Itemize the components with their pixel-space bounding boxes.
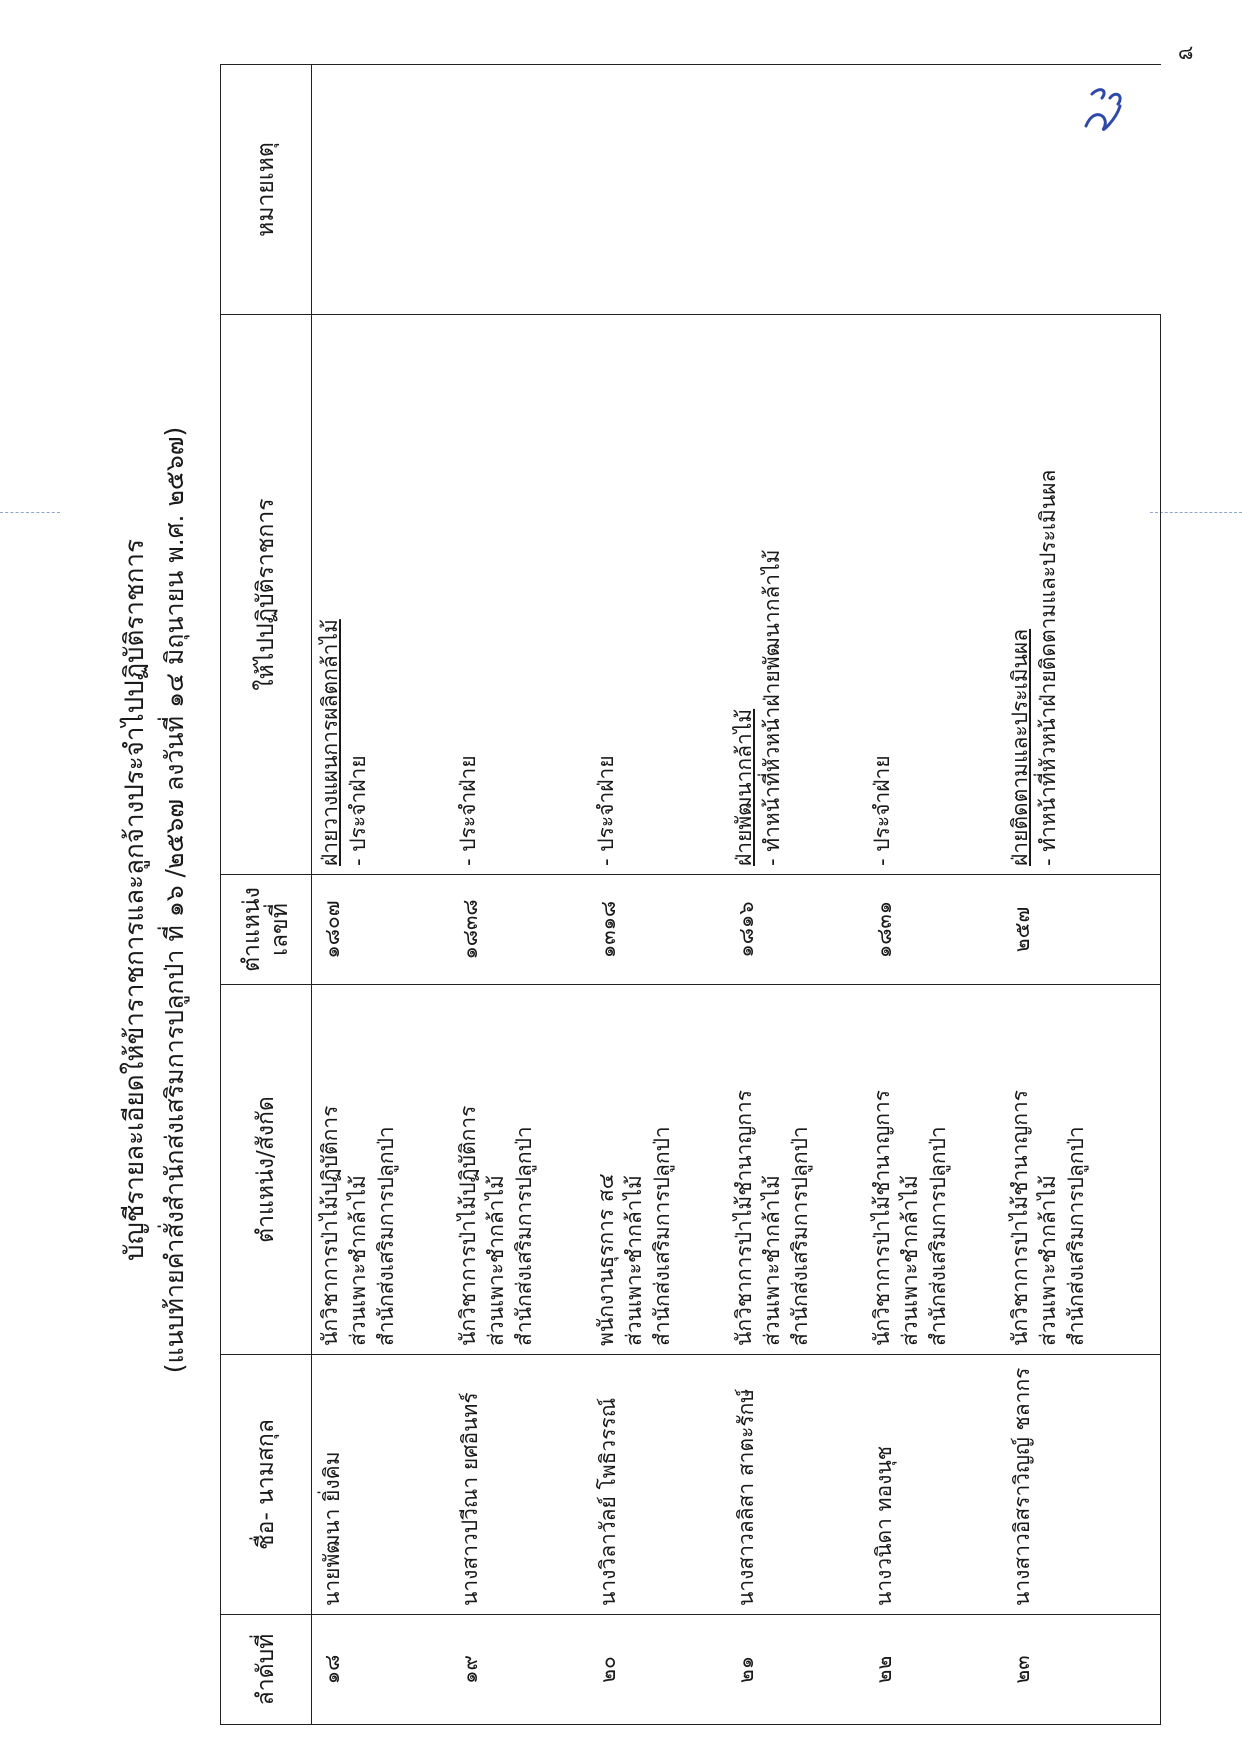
row-assignment: [864, 315, 1002, 875]
table-header-row: [221, 65, 312, 1725]
document-subtitle: [158, 55, 192, 1745]
duty-text: - ประจำฝ่าย: [456, 755, 480, 866]
scan-guide-line: [1150, 512, 1242, 513]
row-no: ๒๑: [726, 1615, 864, 1725]
row-assignment: [726, 315, 864, 875]
remark-cell: [312, 65, 1161, 315]
row-position-no: ๑๘๓๘: [450, 875, 588, 985]
row-position: [1002, 985, 1161, 1355]
row-no: ๒๓: [1002, 1615, 1161, 1725]
rotated-document: [100, 55, 1150, 1745]
position-title: นักวิชาการป่าไม้ปฏิบัติการ: [456, 1105, 480, 1346]
position-title: นักวิชาการป่าไม้ชำนาญการ: [870, 1089, 894, 1346]
order-day: ๑๔: [160, 673, 189, 708]
position-office: สำนักส่งเสริมการปลูกป่า: [650, 1126, 674, 1346]
row-no: ๒๒: [864, 1615, 1002, 1725]
position-office: สำนักส่งเสริมการปลูกป่า: [788, 1126, 812, 1346]
order-number: ๑๖: [160, 885, 189, 918]
position-title: นักวิชาการป่าไม้ชำนาญการ: [1008, 1089, 1032, 1346]
row-assignment: [312, 315, 451, 875]
row-position: [588, 985, 726, 1355]
row-name: นางสาวปวีณา ยศอินทร์: [450, 1355, 588, 1615]
row-position-no: ๑๘๓๑: [864, 875, 1002, 985]
col-header-position-no-line1: ตำแหน่ง: [239, 887, 265, 972]
duty-text: - ทำหน้าที่หัวหน้าฝ่ายติดตามและประเมินผล: [1036, 469, 1060, 866]
col-header-position-no-line2: เลขที่: [267, 903, 293, 956]
col-header-position-no: [221, 875, 312, 985]
scan-guide-line-left: [0, 512, 60, 513]
col-header-remark: หมายเหตุ: [221, 65, 312, 315]
unit-heading: ฝ่ายพัฒนากล้าไม้: [732, 708, 756, 866]
col-header-position: ตำแหน่ง/สังกัด: [221, 985, 312, 1355]
position-section: ส่วนเพาะชำกล้าไม้: [1036, 1175, 1060, 1346]
signature-mark: [1080, 76, 1132, 136]
row-name: นายพัฒนา ยิ่งคิม: [312, 1355, 451, 1615]
position-office: สำนักส่งเสริมการปลูกป่า: [1064, 1126, 1088, 1346]
unit-heading: ฝ่ายวางแผนการผลิตกล้าไม้: [318, 619, 342, 866]
row-position: [726, 985, 864, 1355]
position-section: ส่วนเพาะชำกล้าไม้: [760, 1175, 784, 1346]
row-position-no: ๑๘๑๖: [726, 875, 864, 985]
col-header-name: ชื่อ- นามสกุล: [221, 1355, 312, 1615]
position-section: ส่วนเพาะชำกล้าไม้: [346, 1175, 370, 1346]
row-no: ๑๙: [450, 1615, 588, 1725]
position-office: สำนักส่งเสริมการปลูกป่า: [512, 1126, 536, 1346]
position-section: ส่วนเพาะชำกล้าไม้: [898, 1175, 922, 1346]
initial-signature-icon: [1080, 76, 1132, 146]
position-section: ส่วนเพาะชำกล้าไม้: [622, 1175, 646, 1346]
subtitle-mid: /๒๕๖๗ ลงวันที่: [160, 715, 189, 878]
row-name: นางวิลาวัลย์ โพธิวรรณ์: [588, 1355, 726, 1615]
subtitle-prefix: (แนบท้ายคำสั่งสำนักส่งเสริมการปลูกป่า ที่: [160, 925, 189, 1374]
row-name: นางสาวลลิสา สาตะรักษ์: [726, 1355, 864, 1615]
row-name: นางวนิดา ทองนุช: [864, 1355, 1002, 1615]
subtitle-suffix: มิถุนายน พ.ศ. ๒๕๖๗): [160, 426, 189, 666]
row-name: นางสาวอิสราวิญญ์ ชลากร: [1002, 1355, 1161, 1615]
duty-text: - ทำหน้าที่หัวหน้าฝ่ายพัฒนากล้าไม้: [760, 549, 784, 866]
assignment-table: [220, 64, 1161, 1725]
duty-text: - ประจำฝ่าย: [594, 755, 618, 866]
row-position-no: ๑๘๐๗: [312, 875, 451, 985]
position-section: ส่วนเพาะชำกล้าไม้: [484, 1175, 508, 1346]
row-assignment: [450, 315, 588, 875]
position-title: พนักงานธุรการ ส๔: [594, 1173, 618, 1346]
unit-heading: ฝ่ายติดตามและประเมินผล: [1008, 628, 1032, 866]
position-title: นักวิชาการป่าไม้ปฏิบัติการ: [318, 1105, 342, 1346]
row-position: [450, 985, 588, 1355]
duty-text: - ประจำฝ่าย: [346, 755, 370, 866]
row-no: ๒๐: [588, 1615, 726, 1725]
col-header-assignment: ให้ไปปฏิบัติราชการ: [221, 315, 312, 875]
position-office: สำนักส่งเสริมการปลูกป่า: [926, 1126, 950, 1346]
row-position-no: ๒๕๗: [1002, 875, 1161, 985]
page-number: ๘: [1178, 40, 1194, 64]
row-assignment: [1002, 315, 1161, 875]
row-assignment: [588, 315, 726, 875]
position-title: นักวิชาการป่าไม้ชำนาญการ: [732, 1089, 756, 1346]
col-header-no: ลำดับที่: [221, 1615, 312, 1725]
duty-text: - ประจำฝ่าย: [870, 755, 894, 866]
row-position: [312, 985, 451, 1355]
table-row: [312, 65, 451, 1725]
row-no: ๑๘: [312, 1615, 451, 1725]
document-title: บัญชีรายละเอียดให้ข้าราชการและลูกจ้างประจำไปปฏิบัติราชการ: [120, 539, 150, 1261]
position-office: สำนักส่งเสริมการปลูกป่า: [374, 1126, 398, 1346]
row-position: [864, 985, 1002, 1355]
row-position-no: ๑๓๑๘: [588, 875, 726, 985]
